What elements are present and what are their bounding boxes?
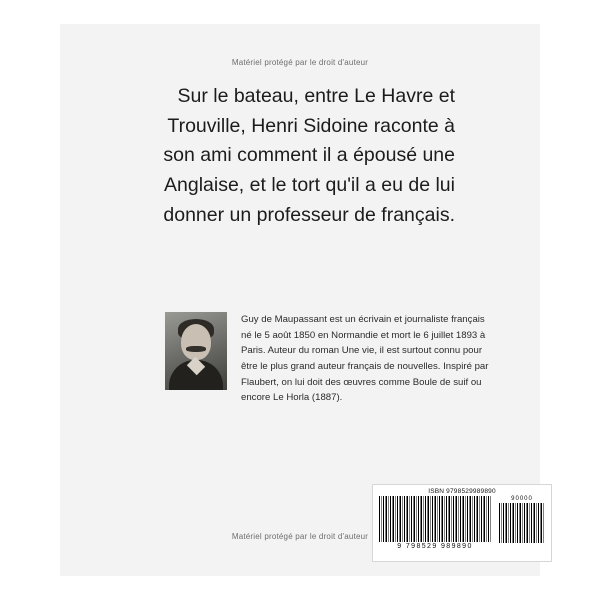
isbn-label: ISBN 9798529989890: [428, 488, 496, 495]
author-biography-text: Guy de Maupassant est un écrivain et journaliste français né le 5 août 1850 en Normandie et mort le 6 juillet 1893 à Paris. Auteur du roman Une vie, il est surtout connu pour être le plus grand auteur français de nouvelles. Inspiré par Flaubert, on lui doit des œuvres comme Boule de suif ou encore Le Horla (1887).: [241, 314, 489, 404]
copyright-notice-bottom: Matériel protégé par le droit d'auteur: [231, 532, 369, 541]
barcode-block: [372, 484, 552, 562]
copyright-notice-top: Matériel protégé par le droit d'auteur: [231, 58, 369, 67]
barcode-bars-row: [379, 496, 545, 550]
portrait-mustache: [186, 346, 206, 352]
portrait-head: [181, 324, 211, 360]
price-addon-number: 90000: [511, 496, 533, 502]
author-block: [165, 312, 495, 406]
ean-barcode: [379, 496, 491, 550]
author-portrait-photo: [165, 312, 227, 390]
book-blurb: Sur le bateau, entre Le Havre et Trouville, Henri Sidoine raconte à son ami comment il a épousé une Anglaise, et le tort qu'il a eu de lui donner un professeur de français.: [163, 85, 455, 226]
ean-digits: 9 798529 989890: [397, 543, 473, 550]
back-cover-panel: [60, 24, 540, 576]
